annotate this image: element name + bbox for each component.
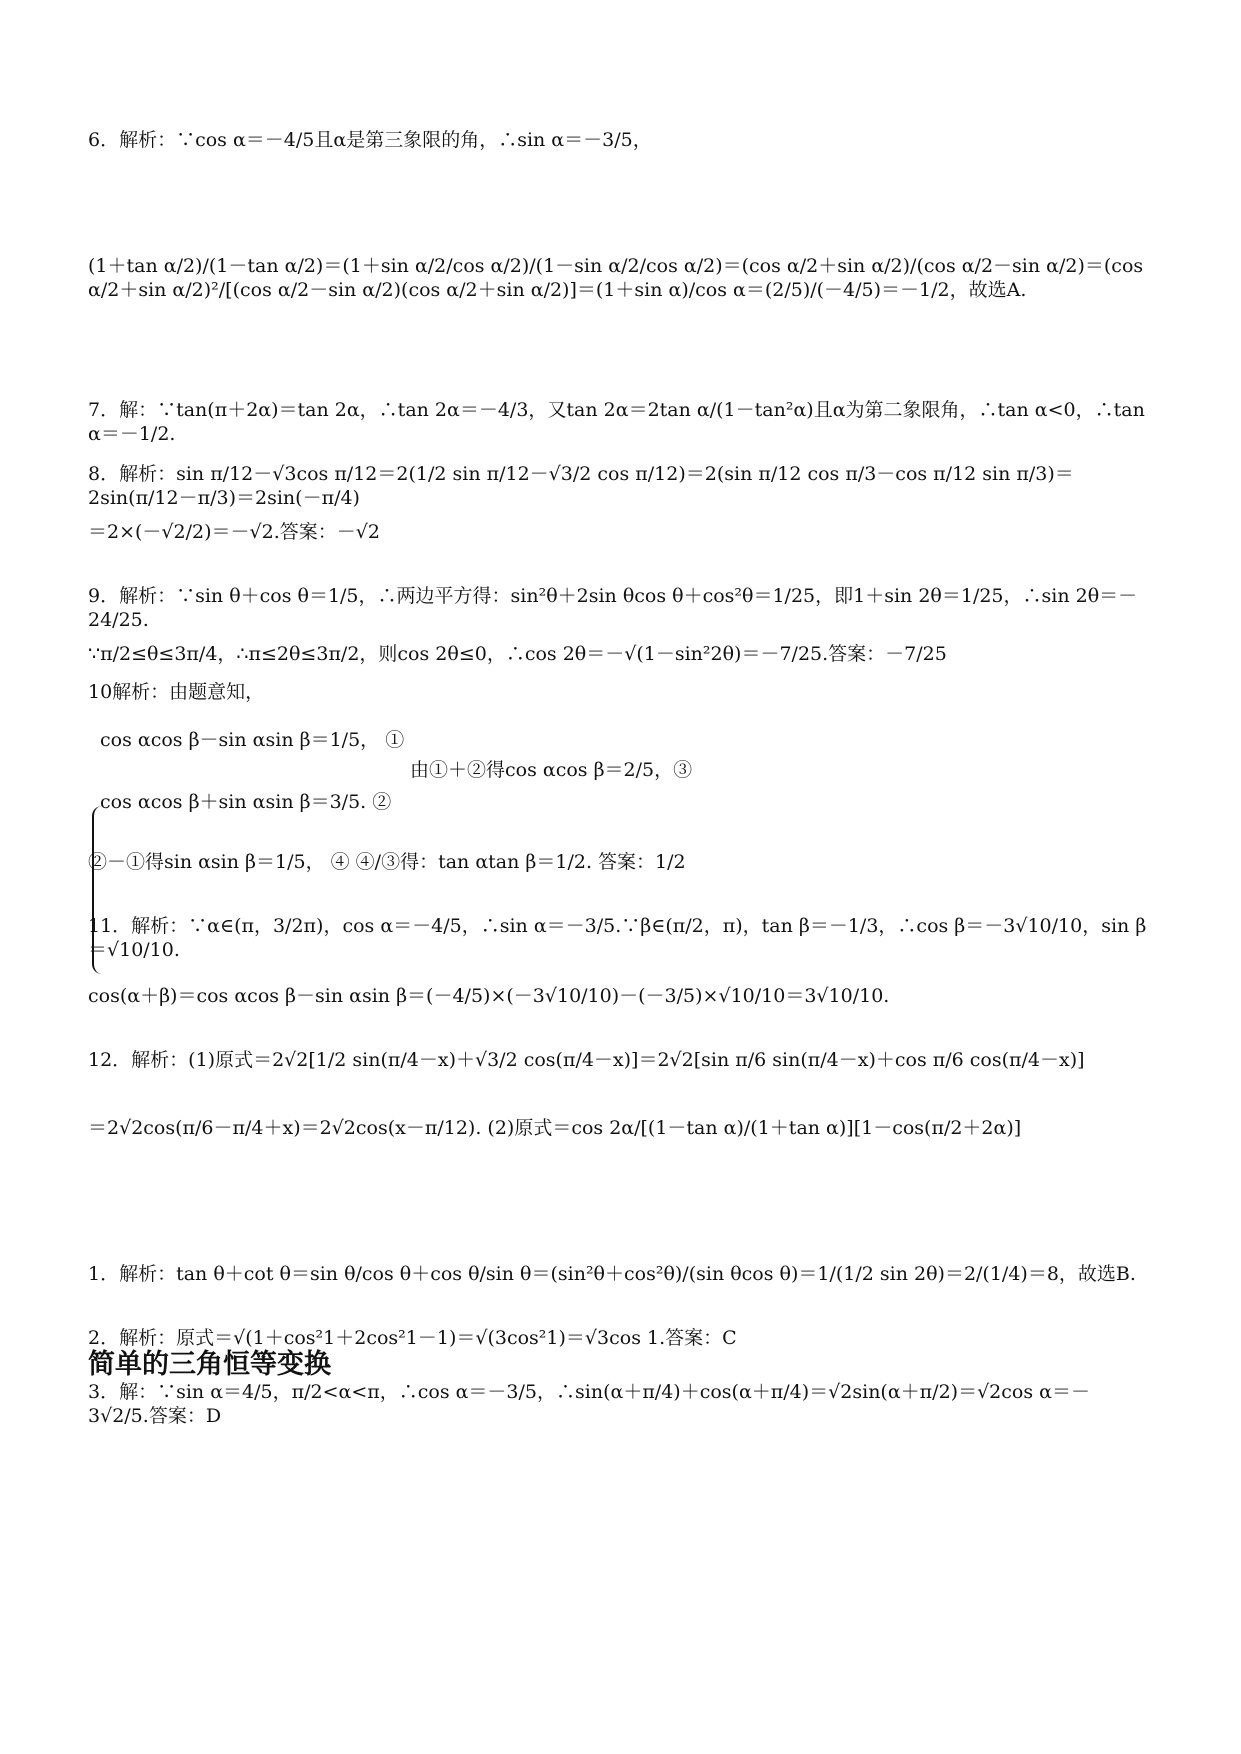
answer-11-line-1: 11．解析：∵α∈(π，3/2π)，cos α＝－4/5，∴sin α＝－3/5.∵β∈(π/2，π)，tan β＝－1/3，∴cos β＝－3√10/10，sin β＝√10/10. — [88, 915, 1147, 961]
identity-answer-1: 1．解析：tan θ＋cot θ＝sin θ/cos θ＋cos θ/sin θ＝(sin²θ＋cos²θ)/(sin θcos θ)＝1/(1/2 sin 2θ)＝2/(1/4)＝8，故选B. — [88, 1263, 1136, 1285]
answer-10-equation-1: cos αcos β－sin αsin β＝1/5， ① — [100, 729, 405, 751]
answer-12-line-1: 12．解析：(1)原式＝2√2[1/2 sin(π/4－x)＋√3/2 cos(π/4－x)]＝2√2[sin π/6 sin(π/4－x)＋cos π/6 cos(π/4－x)] — [88, 1049, 1085, 1071]
answer-6-derivation: (1＋tan α/2)/(1－tan α/2)＝(1＋sin α/2/cos α/2)/(1－sin α/2/cos α/2)＝(cos α/2＋sin α/2)/(cos α/2－sin α/2)＝(cos α/2＋sin α/2)²/[(cos α/2－sin α/2)(cos α/2＋sin α/2)]＝(1＋sin α)/cos α＝(2/5)/(－4/5)＝－1/2，故选A. — [88, 255, 1144, 301]
answer-11-line-2: cos(α＋β)＝cos αcos β－sin αsin β＝(－4/5)×(－3√10/10)－(－3/5)×√10/10＝3√10/10. — [88, 985, 890, 1007]
answer-10-result: ②－①得sin αsin β＝1/5， ④ ④/③得：tan αtan β＝1/2. 答案：1/2 — [88, 851, 686, 873]
answer-9-line-1: 9．解析：∵sin θ＋cos θ＝1/5，∴两边平方得：sin²θ＋2sin θcos θ＋cos²θ＝1/25，即1＋sin 2θ＝1/25，∴sin 2θ＝－24/25. — [88, 585, 1138, 631]
answer-6-line-1: 6．解析：∵cos α＝－4/5且α是第三象限的角，∴sin α＝－3/5， — [88, 129, 652, 151]
answer-10-sum-step: 由①＋②得cos αcos β＝2/5，③ — [410, 759, 693, 781]
answer-9-line-2: ∵π/2≤θ≤3π/4，∴π≤2θ≤3π/2，则cos 2θ≤0，∴cos 2θ＝－√(1－sin²2θ)＝－7/25.答案：－7/25 — [88, 643, 947, 665]
section-heading: 简单的三角恒等变换 — [88, 1349, 331, 1380]
identity-answer-3: 3．解：∵sin α＝4/5，π/2<α<π，∴cos α＝－3/5，∴sin(α＋π/4)＋cos(α＋π/4)＝√2sin(α＋π/2)＝√2cos α＝－3√2/5.答案：D — [88, 1381, 1090, 1427]
answer-8-line-2: ＝2×(－√2/2)＝－√2.答案：－√2 — [88, 521, 380, 543]
answer-8-line-1: 8．解析：sin π/12－√3cos π/12＝2(1/2 sin π/12－√3/2 cos π/12)＝2(sin π/12 cos π/3－cos π/12 sin π/3)＝2sin(π/12－π/3)＝2sin(－π/4) — [88, 463, 1074, 509]
answer-7: 7．解：∵tan(π＋2α)＝tan 2α，∴tan 2α＝－4/3，又tan 2α＝2tan α/(1－tan²α)且α为第二象限角，∴tan α<0，∴tan α＝－1/2. — [88, 399, 1145, 445]
answer-10-intro: 10解析：由题意知， — [88, 681, 265, 703]
identity-answer-2: 2．解析：原式＝√(1＋cos²1＋2cos²1－1)＝√(3cos²1)＝√3cos 1.答案：C — [88, 1327, 737, 1349]
answer-10-equation-2: cos αcos β＋sin αsin β＝3/5. ② — [100, 791, 392, 813]
answer-12-line-2: ＝2√2cos(π/6－π/4＋x)＝2√2cos(x－π/12). (2)原式＝cos 2α/[(1－tan α)/(1＋tan α)][1－cos(π/2＋2α)] — [88, 1117, 1022, 1139]
